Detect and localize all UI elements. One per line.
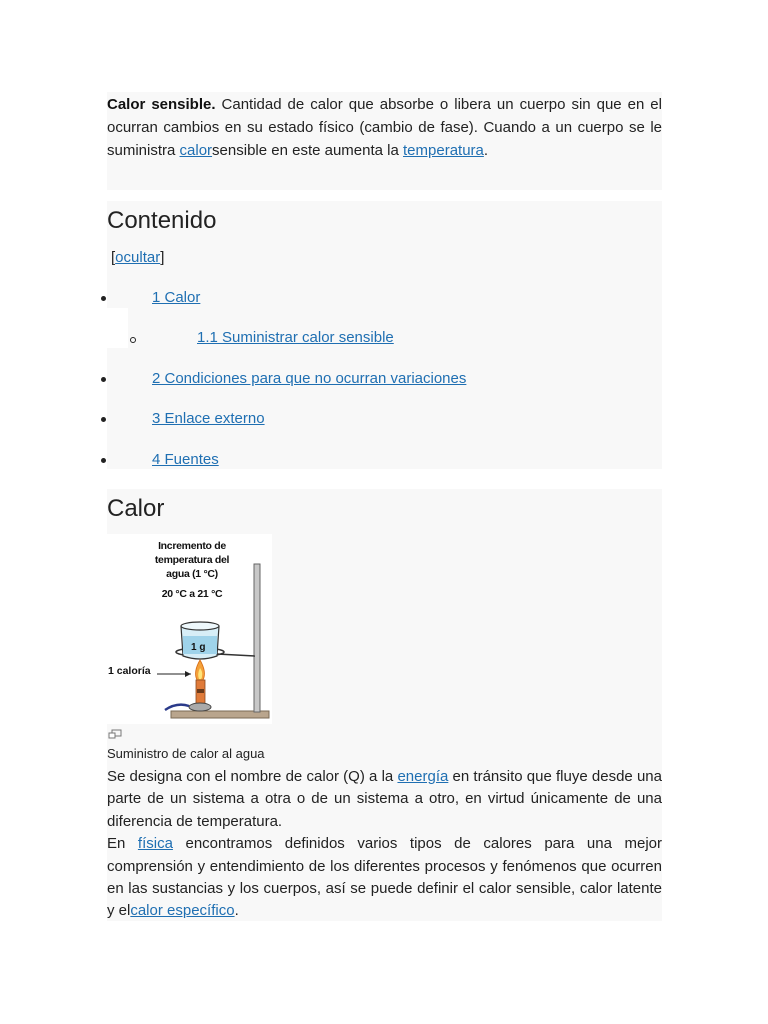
beaker-label: 1 g bbox=[191, 642, 206, 653]
toc-toggle: [ocultar] bbox=[111, 249, 165, 266]
link-energia[interactable]: energía bbox=[397, 768, 449, 785]
toc-item-enlace-externo[interactable]: 3 Enlace externo bbox=[152, 410, 265, 427]
intro-paragraph: Calor sensible. Cantidad de calor que absorbe o libera un cuerpo sin que en el ocurran cambios en su estado físico (cambio de fase). Cuando a un cuerpo se le suministra calorsensible en este aumenta la temperatura. bbox=[107, 96, 662, 159]
toc-sub-bullet bbox=[130, 337, 136, 343]
toc-item-suministrar-calor[interactable]: 1.1 Suministrar calor sensible bbox=[197, 329, 394, 346]
toc-gap bbox=[99, 308, 128, 348]
toc-hide-link[interactable]: ocultar bbox=[115, 249, 161, 266]
term-calor-sensible: Calor sensible. bbox=[107, 96, 216, 113]
section-title-calor: Calor bbox=[107, 495, 165, 522]
figure-caption: Suministro de calor al agua bbox=[107, 746, 265, 761]
link-calor[interactable]: calor bbox=[179, 142, 213, 159]
toc-item-condiciones[interactable]: 2 Condiciones para que no ocurran variaciones bbox=[152, 370, 467, 387]
calor-section bbox=[107, 489, 662, 921]
flame-label: 1 caloría bbox=[108, 665, 151, 677]
toc-bullet bbox=[101, 296, 106, 301]
toc-bullet bbox=[101, 417, 106, 422]
bunsen-burner-illustration bbox=[107, 534, 272, 724]
calor-body-text: Se designa con el nombre de calor (Q) a la energía en tránsito que fluye desde una parte de un sistema a otra o de un sistema a otro, en virtud únicamente de una diferencia de temperatura. En física encontramos definidos varios tipos de calores para una mejor comprensión y entendimiento de los diferentes procesos y fenómenos que ocurren en las sustancias y los cuerpos, así se puede definir el calor sensible, calor latente y elcalor específico. bbox=[107, 768, 662, 920]
link-calor-especifico[interactable]: calor específico bbox=[130, 902, 235, 920]
toc-bullet bbox=[101, 458, 106, 463]
link-fisica[interactable]: física bbox=[137, 835, 173, 853]
toc-bullet bbox=[101, 377, 106, 382]
toc-item-fuentes[interactable]: 4 Fuentes bbox=[152, 451, 219, 468]
toc-title: Contenido bbox=[107, 207, 217, 234]
magnify-clip-icon[interactable] bbox=[108, 729, 122, 739]
intro-section bbox=[107, 92, 662, 190]
toc-item-calor[interactable]: 1 Calor bbox=[152, 289, 201, 306]
link-temperatura[interactable]: temperatura bbox=[403, 142, 484, 159]
heating-water-figure[interactable]: Incremento de temperatura del agua (1 °C) 20 °C a 21 °C 1 g 1 caloría bbox=[107, 534, 272, 724]
